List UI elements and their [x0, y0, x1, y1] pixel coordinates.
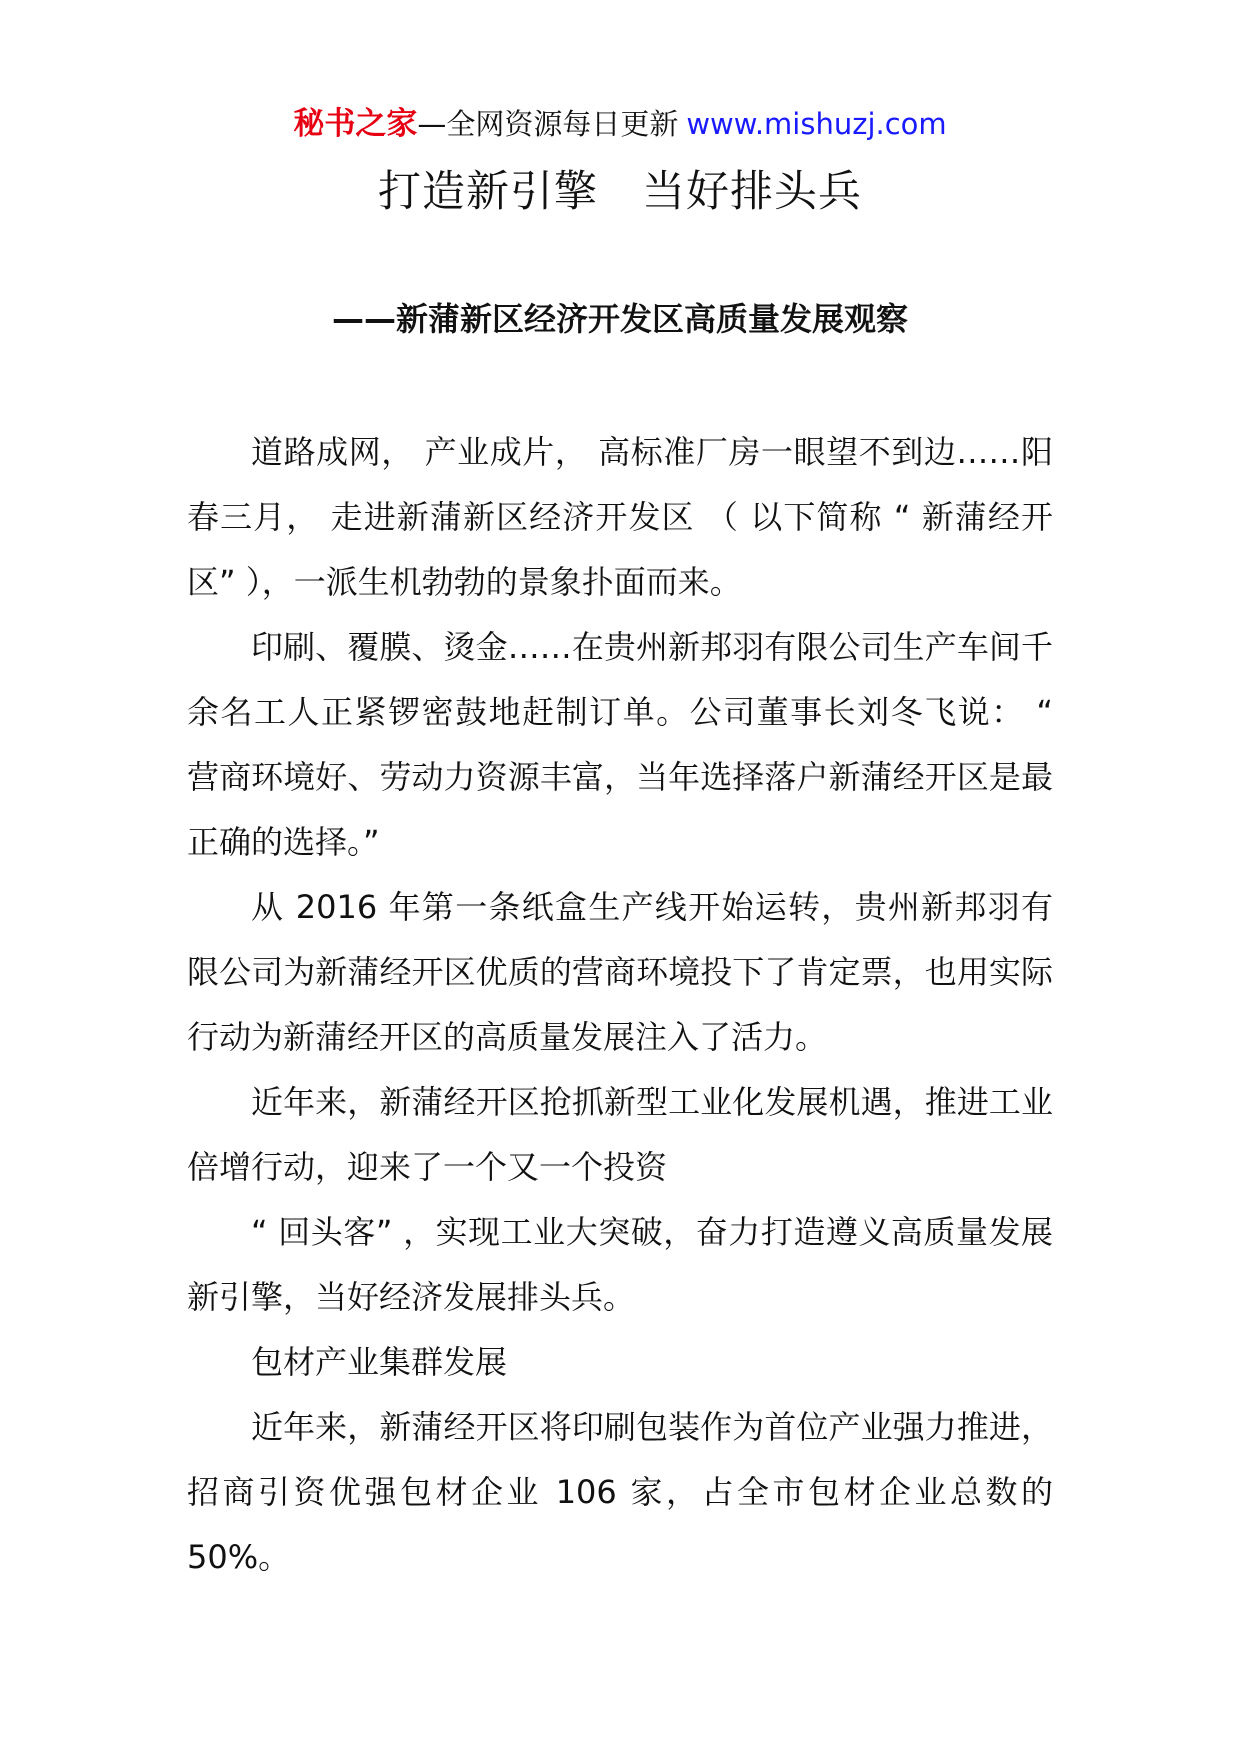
paragraph: 近年来，新蒲经开区将印刷包装作为首位产业强力推进，招商引资优强包材企业 106 家，占全市包材企业总数的 50%。	[187, 1408, 1053, 1576]
paragraph: 从 2016 年第一条纸盒生产线开始运转，贵州新邦羽有限公司为新蒲经开区优质的营商环境投下了肯定票，也用实际行动为新蒲经开区的高质量发展注入了活力。	[187, 888, 1053, 1056]
site-slogan: —全网资源每日更新	[417, 107, 679, 141]
brand-name: 秘书之家	[293, 106, 418, 142]
section-heading: 包材产业集群发展	[251, 1343, 508, 1381]
article-subtitle: ——新蒲新区经济开发区高质量发展观察	[331, 300, 908, 338]
paragraph: “ 回头客” ，实现工业大突破，奋力打造遵义高质量发展新引擎，当好经济发展排头兵。	[187, 1213, 1053, 1316]
article-title: 打造新引擎 当好排头兵	[378, 167, 862, 217]
paragraph: 近年来，新蒲经开区抢抓新型工业化发展机遇，推进工业倍增行动，迎来了一个又一个投资	[187, 1083, 1053, 1186]
paragraph: 印刷、覆膜、烫金……在贵州新邦羽有限公司生产车间千余名工人正紧锣密鼓地赶制订单。公司董事长刘冬飞说： “ 营商环境好、劳动力资源丰富，当年选择落户新蒲经开区是最正确的选择。”	[187, 628, 1053, 861]
site-header	[0, 104, 1240, 144]
article-body	[187, 420, 1053, 1590]
paragraph: 道路成网， 产业成片， 高标准厂房一眼望不到边……阳春三月， 走进新蒲新区经济开发区 （ 以下简称 “ 新蒲经开区” ），一派生机勃勃的景象扑面而来。	[187, 433, 1053, 601]
site-url-link[interactable]: www.mishuzj.com	[686, 107, 947, 141]
